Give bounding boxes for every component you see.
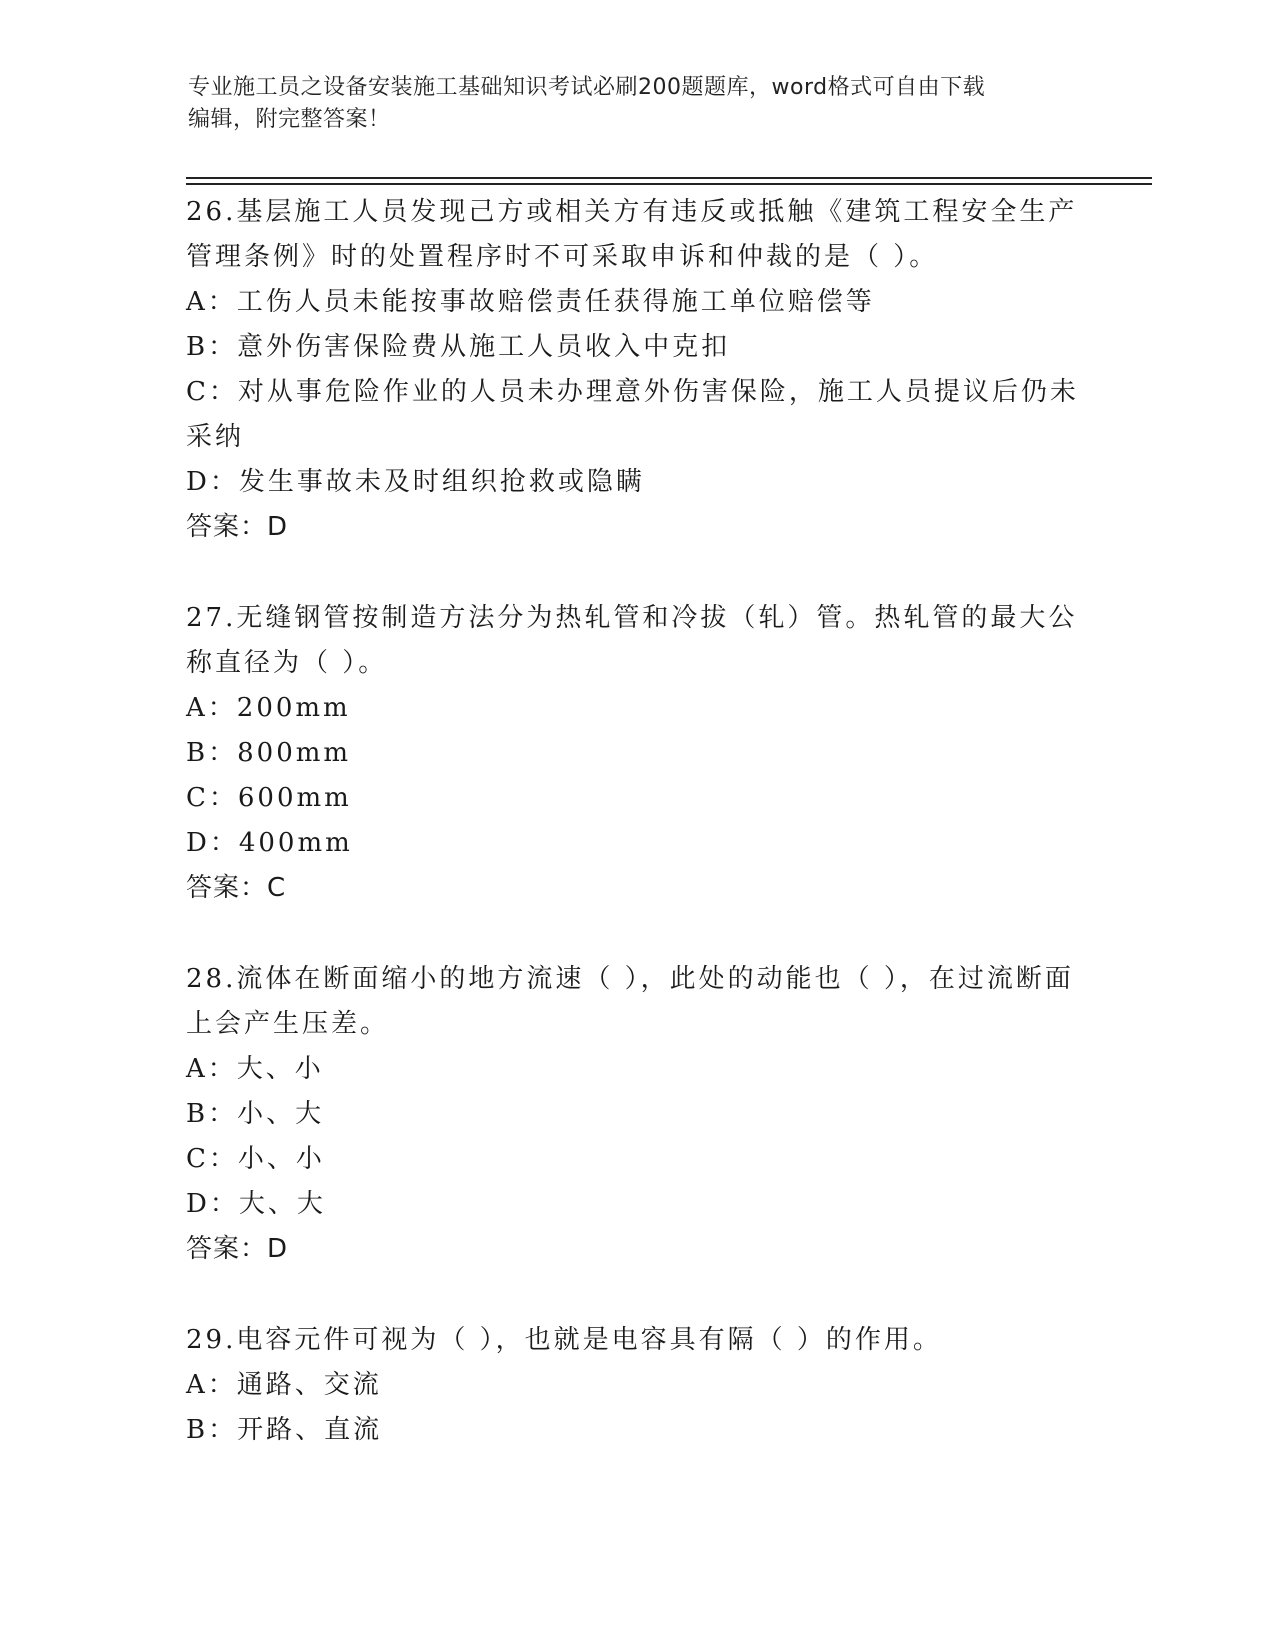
header-divider-top <box>186 177 1152 179</box>
question-29 <box>186 1318 1086 1453</box>
document-header <box>188 72 1068 136</box>
option-b: B：意外伤害保险费从施工人员收入中克扣 <box>186 332 731 362</box>
option-a: A：大、小 <box>186 1054 324 1084</box>
header-line-1: 专业施工员之设备安装施工基础知识考试必刷200题题库，word格式可自由下载 <box>188 75 986 100</box>
question-28 <box>186 957 1086 1272</box>
question-text: 29.电容元件可视为（ ），也就是电容具有隔（ ）的作用。 <box>186 1325 942 1355</box>
header-line-2: 编辑，附完整答案！ <box>188 107 391 132</box>
spacer <box>186 550 1086 596</box>
option-c: C：小、小 <box>186 1144 325 1174</box>
answer: 答案：D <box>186 1234 289 1264</box>
option-c: C：对从事危险作业的人员未办理意外伤害保险，施工人员提议后仍未采纳 <box>186 377 1079 452</box>
question-text: 26.基层施工人员发现己方或相关方有违反或抵触《建筑工程安全生产管理条例》时的处置程序时不可采取申诉和仲裁的是（ ）。 <box>186 197 1078 272</box>
question-text: 27.无缝钢管按制造方法分为热轧管和冷拔（轧）管。热轧管的最大公称直径为（ ）。 <box>186 603 1078 678</box>
option-a: A：200mm <box>186 693 351 723</box>
answer: 答案：C <box>186 873 287 903</box>
option-b: B：小、大 <box>186 1099 325 1129</box>
option-d: D：发生事故未及时组织抢救或隐瞒 <box>186 467 645 497</box>
spacer <box>186 911 1086 957</box>
option-b: B：开路、直流 <box>186 1415 383 1445</box>
question-text: 28.流体在断面缩小的地方流速（ ），此处的动能也（ ），在过流断面上会产生压差。 <box>186 964 1074 1039</box>
question-26 <box>186 190 1086 550</box>
header-divider-bottom <box>186 183 1152 185</box>
option-d: D：400mm <box>186 828 353 858</box>
question-list <box>186 190 1086 1453</box>
answer: 答案：D <box>186 512 289 542</box>
option-a: A：通路、交流 <box>186 1370 382 1400</box>
question-27 <box>186 596 1086 911</box>
option-c: C：600mm <box>186 783 352 813</box>
option-b: B：800mm <box>186 738 352 768</box>
spacer <box>186 1272 1086 1318</box>
option-d: D：大、大 <box>186 1189 326 1219</box>
option-a: A：工伤人员未能按事故赔偿责任获得施工单位赔偿等 <box>186 287 875 317</box>
